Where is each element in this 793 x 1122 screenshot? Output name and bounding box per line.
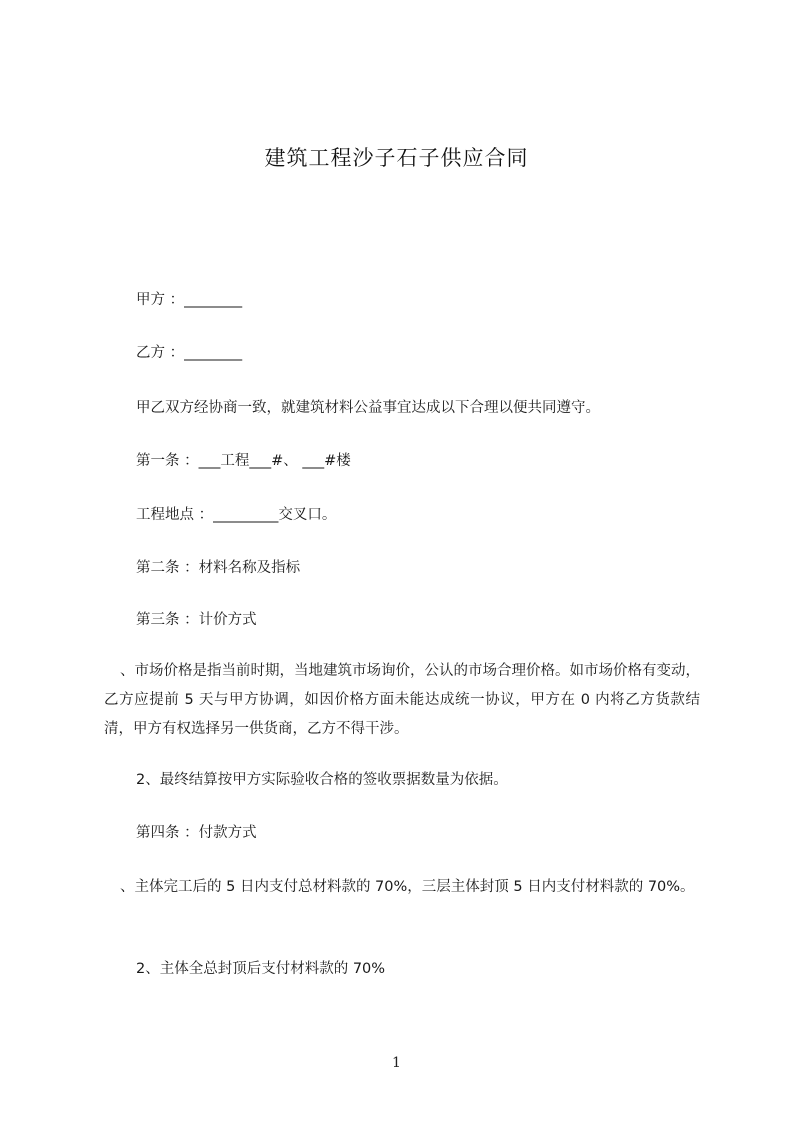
article-3-heading: 第三条 ：计价方式 — [136, 612, 257, 628]
project-site-line: 工程地点 ：_________交叉口。 — [136, 507, 337, 523]
party-b-line: 乙方 ：________ — [136, 345, 243, 361]
payment-clause-1: 、主体完工后的 5 日内支付总材料款的 70%，三层主体封顶 5 日内支付材料款的 70%。 — [120, 879, 695, 895]
party-a-line: 甲方 ：________ — [136, 292, 243, 308]
article-1-heading: 第一条 ：___工程___#、 ___#楼 — [136, 453, 351, 469]
document-title: 建筑工程沙子石子供应合同 — [264, 146, 529, 170]
pricing-clause-1: 、市场价格是指当前时期，当地建筑市场询价，公认的市场合理价格。如市场价格有变动，乙方应提前 5 天与甲方协调，如因价格方面未能达成统一协议，甲方在 0 内将乙方货款结清，甲方有权选择另一供货商，乙方不得干涉。 — [104, 663, 700, 737]
article-4-heading: 第四条 ：付款方式 — [136, 825, 257, 841]
pricing-clause-2: 2、最终结算按甲方实际验收合格的签收票据数量为依据。 — [136, 772, 508, 788]
intro-paragraph: 甲乙双方经协商一致，就建筑材料公益事宜达成以下合理以便共同遵守。 — [136, 400, 600, 416]
payment-clause-2: 2、主体全总封顶后支付材料款的 70% — [136, 961, 386, 977]
article-2-heading: 第二条 ：材料名称及指标 — [136, 560, 301, 576]
page-number: 1 — [392, 1055, 401, 1071]
